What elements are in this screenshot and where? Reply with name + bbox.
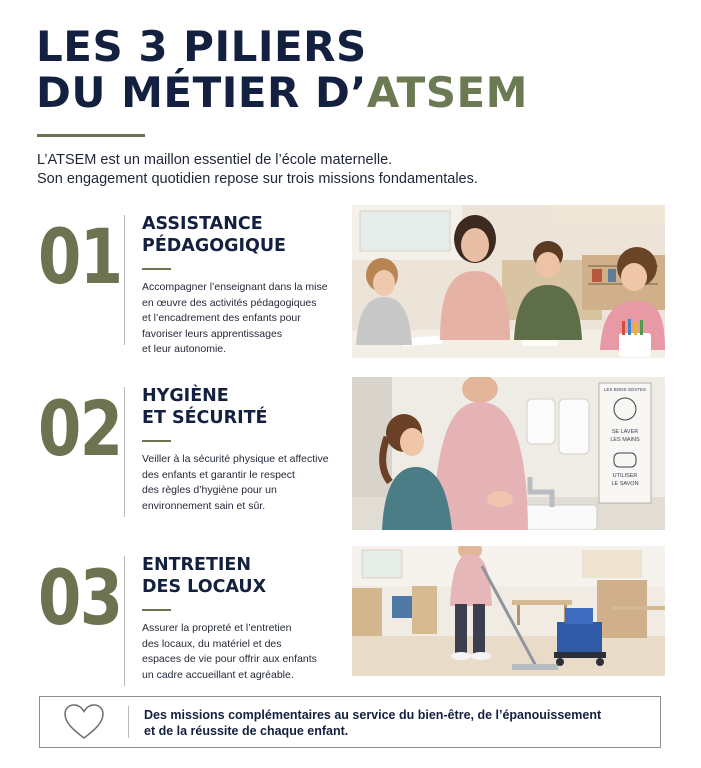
pillar-title-line-2: ET SÉCURITÉ <box>142 408 268 428</box>
pillar-divider <box>124 556 125 686</box>
title-divider <box>37 134 145 137</box>
handwashing-sign <box>599 383 651 503</box>
pillar-title <box>142 213 286 257</box>
sign-heading: LES BONS GESTES <box>603 387 647 392</box>
pillar-title-line-2: DES LOCAUX <box>142 577 267 597</box>
title-line-2 <box>36 70 528 116</box>
desc-line: et leur autonomie. <box>142 343 227 355</box>
desc-line: des règles d’hygiène pour un <box>142 484 277 496</box>
desc-line: environnement sain et sûr. <box>142 499 266 512</box>
pillar-title-rule <box>142 609 171 611</box>
pillar-title-rule <box>142 440 171 442</box>
desc-line: en œuvre des activités pédagogiques <box>142 296 317 309</box>
pillar-description <box>142 621 347 683</box>
pillar-number: 03 <box>38 553 122 642</box>
pillar-01 <box>0 205 701 365</box>
pillar-title-line-1: HYGIÈNE <box>142 386 229 406</box>
pillar-title-line-1: ASSISTANCE <box>142 214 263 234</box>
sign-line-1: SE LAVER <box>611 429 639 435</box>
footer-line-1: Des missions complémentaires au service du bien-être, de l’épanouissement <box>144 708 602 722</box>
desc-line: Assurer la propreté et l’entretien <box>142 622 292 634</box>
desc-line: des locaux, du matériel et des <box>142 637 282 650</box>
pillar-title-line-1: ENTRETIEN <box>142 555 252 575</box>
desc-line: des enfants et garantir le respect <box>142 468 295 481</box>
pillar-divider <box>124 387 125 517</box>
title-line-1: LES 3 PILIERS <box>36 22 367 71</box>
footer-line-2: et de la réussite de chaque enfant. <box>144 724 349 738</box>
pillar-title <box>142 554 266 598</box>
pillar-03 <box>0 546 701 706</box>
sign-line-2: LES MAINS <box>610 437 640 443</box>
title-accent-word: ATSEM <box>366 68 528 117</box>
pillar-title-rule <box>142 268 171 270</box>
intro-text <box>37 151 597 189</box>
sign-line-3: UTILISER <box>612 473 638 479</box>
classroom-activity-photo <box>352 205 665 358</box>
heart-icon <box>62 703 106 741</box>
page-title <box>36 24 528 116</box>
desc-line: Accompagner l’enseignant dans la mise <box>142 281 328 293</box>
cleaning-classroom-photo <box>352 546 665 699</box>
intro-line-2: Son engagement quotidien repose sur trois missions fondamentales. <box>37 171 478 187</box>
desc-line: favoriser leurs apprentissages <box>142 327 283 340</box>
desc-line: un cadre accueillant et agréable. <box>142 668 294 681</box>
intro-line-1: L’ATSEM est un maillon essentiel de l’école maternelle. <box>37 152 393 168</box>
pillar-number: 02 <box>38 384 122 473</box>
footer-divider <box>128 706 129 738</box>
pillar-description <box>142 280 347 358</box>
pillar-number: 01 <box>38 212 122 301</box>
desc-line: espaces de vie pour offrir aux enfants <box>142 653 317 665</box>
footer-text <box>144 707 601 739</box>
pillar-title <box>142 385 267 429</box>
pillar-title-line-2: PÉDAGOGIQUE <box>142 236 287 256</box>
footer-banner <box>39 696 661 748</box>
desc-line: et l’encadrement des enfants pour <box>142 312 301 324</box>
handwashing-photo <box>352 377 665 530</box>
desc-line: Veiller à la sécurité physique et affective <box>142 453 329 465</box>
pillar-02 <box>0 377 701 537</box>
title-line-2-prefix: DU MÉTIER D’ <box>36 68 367 117</box>
pillar-description <box>142 452 347 514</box>
pillar-divider <box>124 215 125 345</box>
sign-line-4: LE SAVON <box>611 481 639 487</box>
